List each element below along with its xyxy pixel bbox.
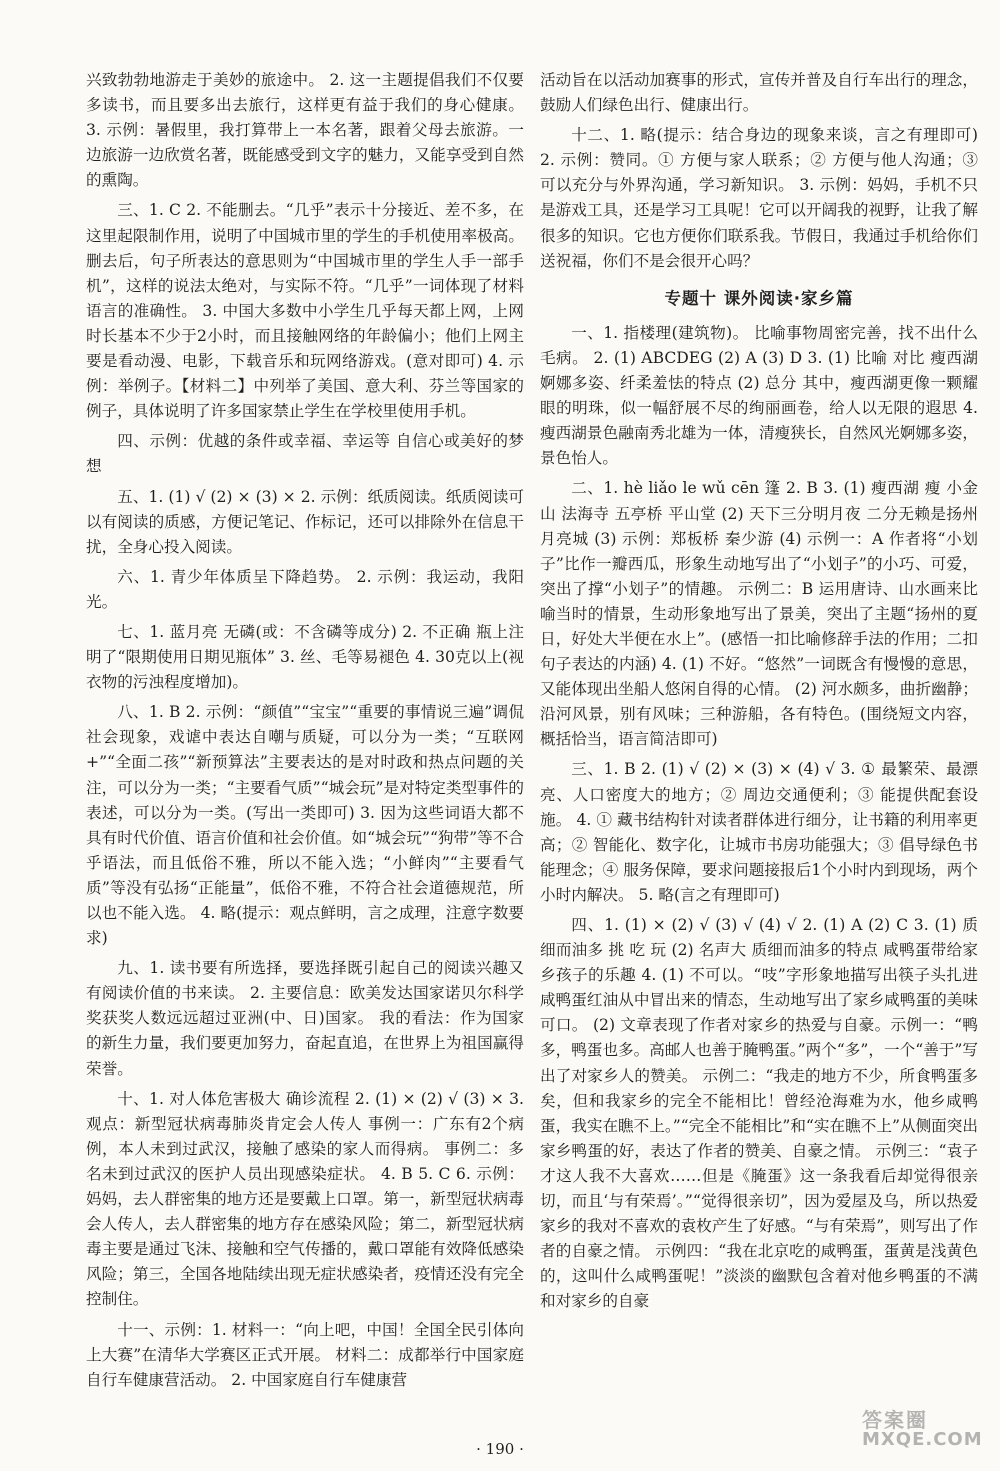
answer-paragraph: 十二、1. 略(提示：结合身边的现象来谈，言之有理即可) 2. 示例：赞同。① 方便与家人联系；② 方便与他人沟通；③ 可以充分与外界沟通，学习新知识。 3. 示例：妈妈，手机不只是游戏工具，还是学习工具呢！它可以开阔我的视野，让我了解很多的知识。它也方便你们联系我。节假日，我通过手机给你们送祝福，你们不是会很开心吗？ — [540, 126, 978, 270]
section-title: 专题十 课外阅读·家乡篇 — [664, 288, 854, 308]
watermark-logo-text: 答案圈 — [862, 1408, 928, 1432]
answer-paragraph: 五、1. (1) √ (2) × (3) × 2. 示例：纸质阅读。纸质阅读可以有阅读的质感，方便记笔记、作标记，还可以排除外在信息干扰，全身心投入阅读。 — [86, 487, 524, 556]
answer-paragraph: 十一、示例：1. 材料一：“向上吧，中国！全国全民引体向上大赛”在清华大学赛区正式开展。 材料二：成都举行中国家庭自行车健康营活动。 2. 中国家庭自行车健康营 — [86, 1320, 524, 1389]
answer-paragraph: 四、1. (1) × (2) √ (3) √ (4) √ 2. (1) A (2) C 3. (1) 质细而油多 挑 吃 玩 (2) 名声大 质细而油多的特点 咸鸭蛋带给家乡孩子的乐趣 4. (1) 不可以。“吱”字形象地描写出筷子头扎进咸鸭蛋红油从中冒出来的情态，生动地写出了家乡咸鸭蛋的美味可口。 (2) 文章表现了作者对家乡的热爱与自豪。示例一：“鸭多，鸭蛋也多。高邮人也善于腌鸭蛋。”两个“多”，一个“善于”写出了对家乡人的赞美。 示例二：“我走的地方不少，所食鸭蛋多矣，但和我家乡的完全不能相比！曾经沧海难为水，他乡咸鸭蛋，我实在瞧不上。”“完全不能相比”和“实在瞧不上”从侧面突出家乡鸭蛋的好，表达了作者的赞美、自豪之情。 示例三：“袁子才这人我不大喜欢……但是《腌蛋》这一条我看后却觉得很亲切，而且‘与有荣焉’。”“觉得很亲切”，因为爱屋及乌，所以热爱家乡的我对不喜欢的袁枚产生了好感。“与有荣焉”，则写出了作者的自豪之情。 示例四：“我在北京吃的咸鸭蛋，蛋黄是浅黄色的，这叫什么咸鸭蛋呢！”淡淡的幽默包含着对他乡鸭蛋的不满和对家乡的自豪 — [540, 916, 978, 1311]
right-column-bottom — [540, 321, 978, 1315]
left-column — [86, 68, 524, 1398]
watermark-domain: MXQE.COM — [862, 1429, 983, 1450]
right-column-top — [540, 68, 978, 274]
right-column — [540, 68, 978, 1320]
answer-paragraph: 八、1. B 2. 示例：“颜值”“宝宝”“重要的事情说三遍”调侃社会现象，戏谑中表达自嘲与质疑，可以分为一类；“互联网+”“全面二孩”“新预算法”主要表达的是对时政和热点问题的关注，可以分为一类；“主要看气质”“城会玩”是对特定类型事件的表述，可以分为一类。(写出一类即可) 3. 因为这些词语大都不具有时代价值、语言价值和社会价值。如“城会玩”“狗带”等不合乎语法，而且低俗不雅，所以不能入选；“小鲜肉”“主要看气质”等没有弘扬“正能量”，低俗不雅，不符合社会道德规范，所以也不能入选。 4. 略(提示：观点鲜明，言之成理，注意字数要求) — [86, 703, 524, 948]
answer-paragraph: 十、1. 对人体危害极大 确诊流程 2. (1) × (2) √ (3) × 3. 观点：新型冠状病毒肺炎肯定会人传人 事例一：广东有2个病例，本人未到过武汉，接触了感染的家人而得病。 事例二：多名未到过武汉的医护人员出现感染症状。 4. B 5. C 6. 示例：妈妈，去人群密集的地方还是要戴上口罩。第一，新型冠状病毒会人传人，去人群密集的地方存在感染风险；第二，新型冠状病毒主要是通过飞沫、接触和空气传播的，戴口罩能有效降低感染风险；第三，全国各地陆续出现无症状感染者，疫情还没有完全控制住。 — [86, 1089, 524, 1309]
site-watermark — [862, 1404, 992, 1464]
answer-paragraph: 一、1. 指楼理(建筑物)。 比喻事物周密完善，找不出什么毛病。 2. (1) ABCDEG (2) A (3) D 3. (1) 比喻 对比 瘦西湖婀娜多姿、纤柔羞怯的特点 (2) 总分 其中，瘦西湖更像一颗耀眼的明珠，似一幅舒展不尽的绚丽画卷，给人以无限的遐思 4. 瘦西湖景色融南秀北雄为一体，清瘦狭长，自然风光婀娜多姿，景色怡人。 — [540, 323, 978, 468]
answer-paragraph: 三、1. B 2. (1) √ (2) × (3) × (4) √ 3. ① 最繁荣、最漂亮、人口密度大的地方；② 周边交通便利；③ 能提供配套设施。 4. ① 藏书结构针对读者群体进行细分，让书籍的利用率更高；② 智能化、数字化，让城市书房功能强大；③ 倡导绿色书能理念；④ 服务保障，要求问题接报后1个小时内到现场，两个小时内解决。 5. 略(言之有理即可) — [540, 760, 978, 904]
page-number: · 190 · — [476, 1440, 524, 1458]
answer-paragraph: 三、1. C 2. 不能删去。“几乎”表示十分接近、差不多，在这里起限制作用，说明了中国城市里的学生的手机使用率极高。删去后，句子所表达的意思则为“中国城市里的学生人手一部手机”，这样的说法太绝对，与实际不符。“几乎”一词体现了材料语言的准确性。 3. 中国大多数中小学生几乎每天都上网，上网时长基本不少于2小时，而且接触网络的年龄偏小；他们上网主要是看动漫、电影，下载音乐和玩网络游戏。(意对即可) 4. 示例：举例子。【材料二】中列举了美国、意大利、芬兰等国家的例子，具体说明了许多国家禁止学生在学校里使用手机。 — [86, 201, 524, 421]
answer-paragraph: 七、1. 蓝月亮 无磷(或：不含磷等成分) 2. 不正确 瓶上注明了“限期使用日期见瓶体” 3. 丝、毛等易褪色 4. 30克以上(视衣物的污浊程度增加)。 — [86, 622, 524, 692]
answer-paragraph: 活动旨在以活动加赛事的形式，宣传并普及自行车出行的理念，鼓励人们绿色出行、健康出行。 — [540, 71, 978, 115]
answer-paragraph: 四、示例：优越的条件或幸福、幸运等 自信心或美好的梦想 — [86, 432, 524, 476]
answer-paragraph: 九、1. 读书要有所选择，要选择既引起自己的阅读兴趣又有阅读价值的书来读。 2. 主要信息：欧美发达国家诺贝尔科学奖获奖人数远远超过亚洲(中、日)国家。 我的看法：作为国家的新生力量，我们要更加努力，奋起直追，在世界上为祖国赢得荣誉。 — [86, 959, 524, 1078]
answer-paragraph: 兴致勃勃地游走于美妙的旅途中。 2. 这一主题提倡我们不仅要多读书，而且要多出去旅行，这样更有益于我们的身心健康。 3. 示例：暑假里，我打算带上一本名著，跟着父母去旅游。一边旅游一边欣赏名著，既能感受到文字的魅力，又能享受到自然的熏陶。 — [86, 71, 524, 190]
answer-paragraph: 二、1. hè liǎo le wǔ cēn 篷 2. B 3. (1) 瘦西湖 瘦 小金山 法海寺 五亭桥 平山堂 (2) 天下三分明月夜 二分无赖是扬州 月亮城 (3) 示例：郑板桥 秦少游 (4) 示例一：A 作者将“小划子”比作一瓣西瓜，形象生动地写出了“小划子”的小巧、可爱，突出了撑“小划子”的情趣。 示例二：B 运用唐诗、山水画来比喻当时的情景，生动形象地写出了景美，突出了主题“扬州的夏日，好处大半便在水上”。(感悟一扣比喻修辞手法的作用；二扣句子表达的内涵) 4. (1) 不好。“悠然”一词既含有慢慢的意思，又能体现出坐船人悠闲自得的心情。 (2) 河水颇多，曲折幽静；沿河风景，别有风味；三种游船，各有特色。(围绕短文内容，概括恰当，语言简洁即可) — [540, 479, 978, 749]
answer-paragraph: 六、1. 青少年体质呈下降趋势。 2. 示例：我运动，我阳光。 — [86, 567, 524, 611]
